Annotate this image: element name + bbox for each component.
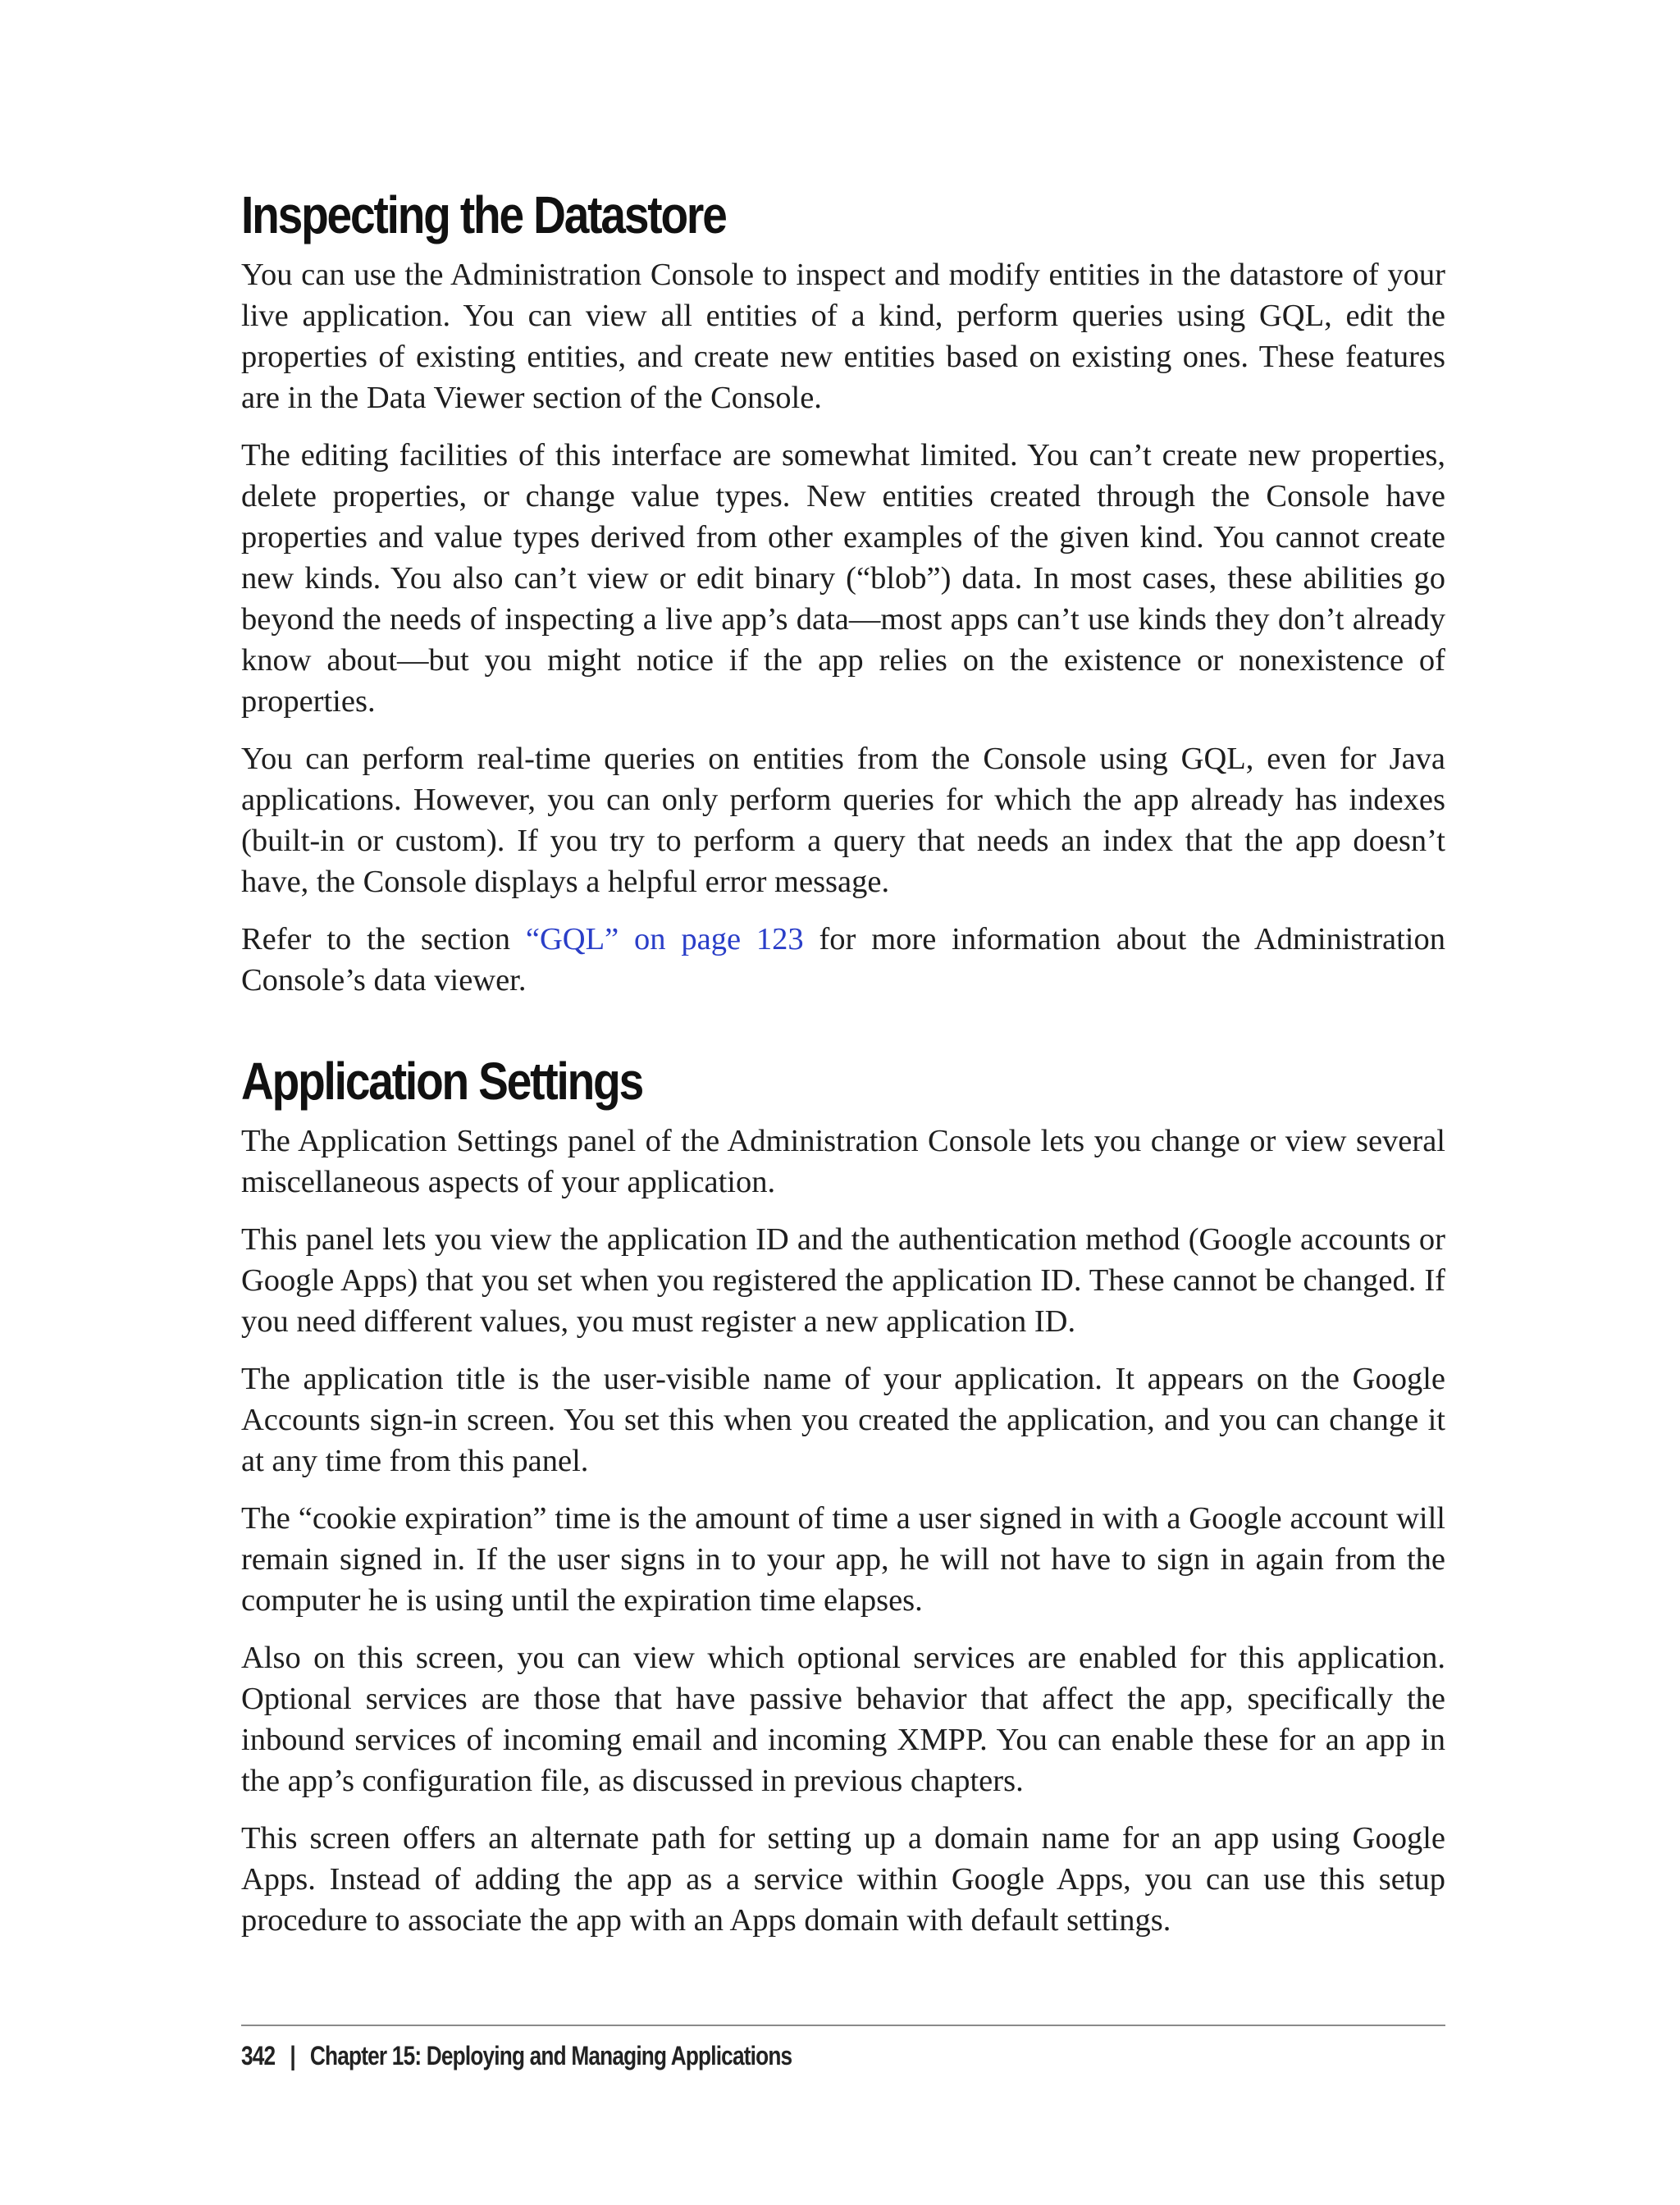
paragraph: The “cookie expiration” time is the amount of time a user signed in with a Google account will remain signed in. If the user signs in to your app, he will not have to sign in again from the computer he is using until the expiration time elapses.	[241, 1501, 1445, 1618]
footer-divider	[241, 2025, 1445, 2026]
section-heading-inspecting-datastore: Inspecting the Datastore	[241, 185, 726, 244]
gql-cross-reference-link[interactable]: “GQL” on page 123	[525, 922, 804, 956]
paragraph-with-cross-reference	[241, 919, 1445, 1001]
section-heading-application-settings: Application Settings	[241, 1052, 643, 1111]
xref-text-after: for more information about the Administration Console’s data viewer.	[241, 922, 1445, 998]
paragraph: Also on this screen, you can view which optional services are enabled for this application. Optional services are those that have passive behavior that affect the app, specifically the inbound services of incoming email and incoming XMPP. You can enable these for an app in the app’s configuration file, as discussed in previous chapters.	[241, 1641, 1445, 1798]
paragraph: The Application Settings panel of the Administration Console lets you change or view several miscellaneous aspects of your application.	[241, 1124, 1445, 1199]
xref-text-before: Refer to the section	[241, 922, 526, 956]
page-footer	[241, 2025, 1445, 2072]
paragraph: You can perform real-time queries on entities from the Console using GQL, even for Java applications. However, you can only perform queries for which the app already has indexes (built-in or custom). If you try to perform a query that needs an index that the app doesn’t have, the Console displays a helpful error message.	[241, 742, 1445, 899]
page-number: 342	[241, 2041, 276, 2070]
book-page	[241, 0, 1445, 2205]
chapter-title: Chapter 15: Deploying and Managing Applications	[309, 2041, 792, 2070]
paragraph: The application title is the user-visible name of your application. It appears on the Google Accounts sign-in screen. You set this when you created the application, and you can change it at any time from this panel.	[241, 1362, 1445, 1478]
paragraph: This screen offers an alternate path for setting up a domain name for an app using Google Apps. Instead of adding the app as a service within Google Apps, you can use this setup procedure to associate the app with an Apps domain with default settings.	[241, 1821, 1445, 1938]
running-footer	[241, 2039, 1229, 2072]
footer-separator: |	[290, 2041, 295, 2070]
paragraph: You can use the Administration Console to inspect and modify entities in the datastore of your live application. You can view all entities of a kind, perform queries using GQL, edit the properties of existing entities, and create new entities based on existing ones. These features are in the Data Viewer section of the Console.	[241, 258, 1445, 415]
paragraph: This panel lets you view the application ID and the authentication method (Google accounts or Google Apps) that you set when you registered the application ID. These cannot be changed. If you need different values, you must register a new application ID.	[241, 1222, 1445, 1339]
paragraph: The editing facilities of this interface are somewhat limited. You can’t create new properties, delete properties, or change value types. New entities created through the Console have properties and value types derived from other examples of the given kind. You cannot create new kinds. You also can’t view or edit binary (“blob”) data. In most cases, these abilities go beyond the needs of inspecting a live app’s data—most apps can’t use kinds they don’t already know about—but you might notice if the app relies on the existence or nonexistence of properties.	[241, 438, 1445, 719]
